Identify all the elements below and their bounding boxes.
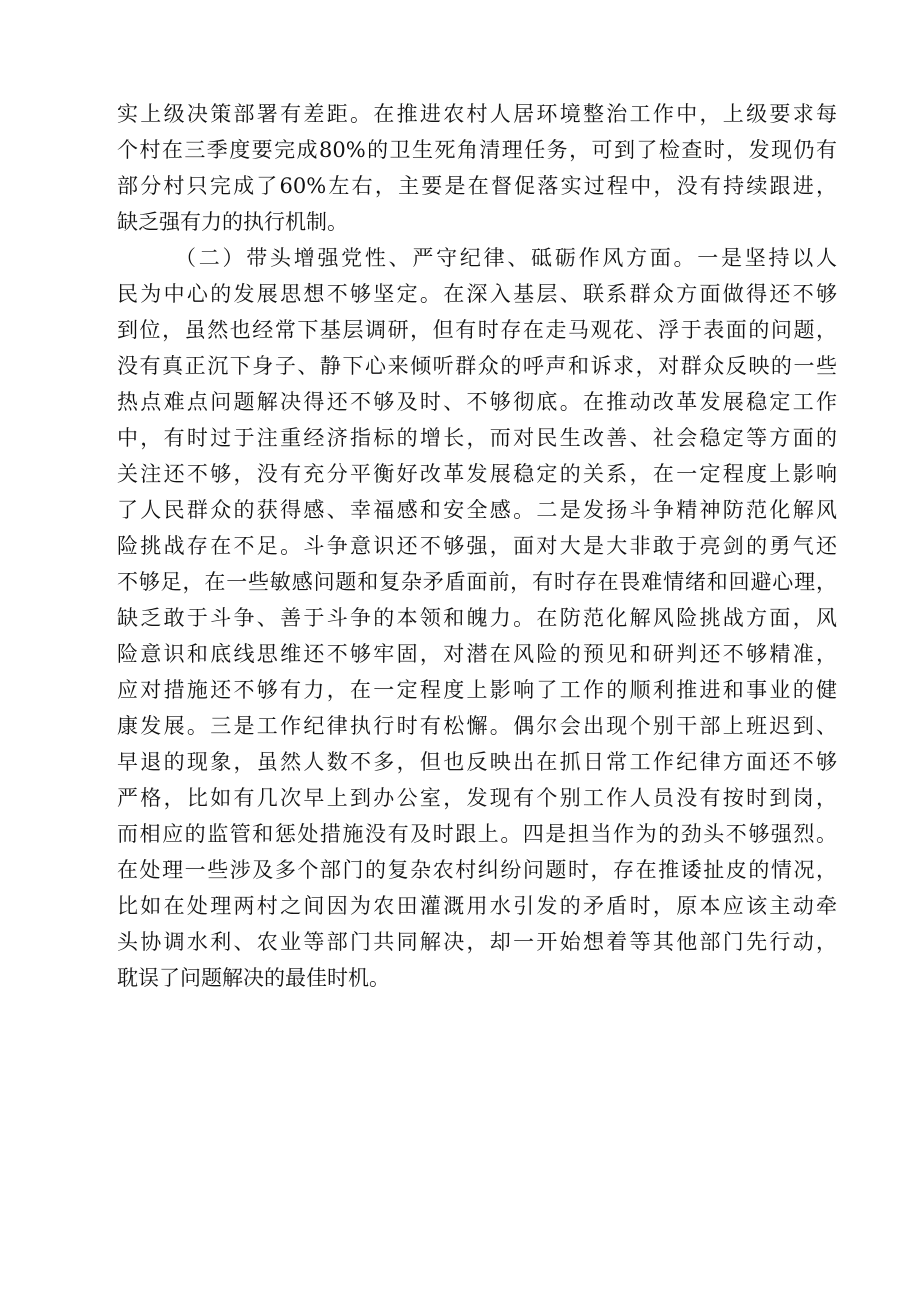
paragraph-2-line: 民为中心的发展思想不够坚定。在深入基层、联系群众方面做得还不够 (117, 282, 837, 306)
paragraph-2-line: 不够足，在一些敏感问题和复杂矛盾面前，有时存在畏难情绪和回避心理， (117, 570, 837, 594)
paragraph-2-line: 应对措施还不够有力，在一定程度上影响了工作的顺利推进和事业的健 (117, 678, 837, 702)
section-heading-line: （二）带头增强党性、严守纪律、砥砺作风方面。一是坚持以人 (175, 246, 837, 270)
paragraph-2-line: 在处理一些涉及多个部门的复杂农村纠纷问题时，存在推诿扯皮的情况， (117, 858, 837, 882)
paragraph-2-line: 头协调水利、农业等部门共同解决，却一开始想着等其他部门先行动， (117, 930, 837, 954)
paragraph-2-line: 比如在处理两村之间因为农田灌溉用水引发的矛盾时，原本应该主动牵 (117, 894, 837, 918)
paragraph-2-line: 险意识和底线思维还不够牢固，对潜在风险的预见和研判还不够精准， (117, 642, 837, 666)
document-body (117, 96, 837, 996)
paragraph-1 (117, 96, 837, 240)
paragraph-1-line: 实上级决策部署有差距。在推进农村人居环境整治工作中，上级要求每 (117, 102, 837, 126)
paragraph-1-line: 个村在三季度要完成80%的卫生死角清理任务，可到了检查时，发现仍有 (117, 138, 837, 162)
paragraph-2-line: 中，有时过于注重经济指标的增长，而对民生改善、社会稳定等方面的 (117, 426, 837, 450)
paragraph-2-line: 险挑战存在不足。斗争意识还不够强，面对大是大非敢于亮剑的勇气还 (117, 534, 837, 558)
paragraph-2-line: 早退的现象，虽然人数不多，但也反映出在抓日常工作纪律方面还不够 (117, 750, 837, 774)
paragraph-1-line: 部分村只完成了60%左右，主要是在督促落实过程中，没有持续跟进， (117, 174, 837, 198)
paragraph-2-line: 而相应的监管和惩处措施没有及时跟上。四是担当作为的劲头不够强烈。 (117, 822, 837, 846)
paragraph-2-line: 耽误了问题解决的最佳时机。 (117, 966, 390, 990)
paragraph-2-line: 没有真正沉下身子、静下心来倾听群众的呼声和诉求，对群众反映的一些 (117, 354, 837, 378)
paragraph-1-line: 缺乏强有力的执行机制。 (117, 210, 348, 234)
paragraph-2-line: 康发展。三是工作纪律执行时有松懈。偶尔会出现个别干部上班迟到、 (117, 714, 837, 738)
paragraph-2-line: 严格，比如有几次早上到办公室，发现有个别工作人员没有按时到岗， (117, 786, 837, 810)
paragraph-2-line: 热点难点问题解决得还不够及时、不够彻底。在推动改革发展稳定工作 (117, 390, 837, 414)
paragraph-2 (117, 240, 837, 996)
paragraph-2-line: 关注还不够，没有充分平衡好改革发展稳定的关系，在一定程度上影响 (117, 462, 837, 486)
paragraph-2-line: 到位，虽然也经常下基层调研，但有时存在走马观花、浮于表面的问题， (117, 318, 837, 342)
paragraph-2-line: 了人民群众的获得感、幸福感和安全感。二是发扬斗争精神防范化解风 (117, 498, 837, 522)
paragraph-2-line: 缺乏敢于斗争、善于斗争的本领和魄力。在防范化解风险挑战方面，风 (117, 606, 837, 630)
